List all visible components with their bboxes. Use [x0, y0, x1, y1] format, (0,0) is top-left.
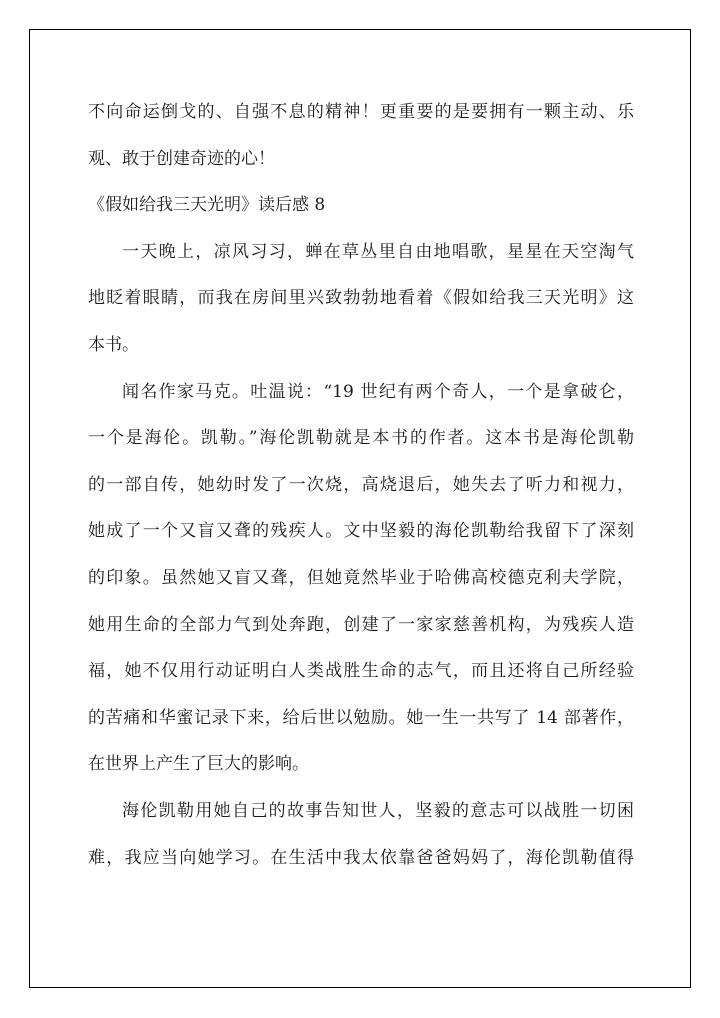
- text-line: 观、敢于创建奇迹的心！: [88, 148, 275, 169]
- text-line: 一个是海伦。凯勒。”海伦凯勒就是本书的作者。这本书是海伦凯勒: [88, 428, 634, 449]
- text-line: 海伦凯勒用她自己的故事告知世人，坚毅的意志可以战胜一切困: [122, 800, 634, 821]
- document-body: [88, 92, 634, 884]
- text-line: 闻名作家马克。吐温说：“19 世纪有两个奇人，一个是拿破仑，: [122, 381, 634, 402]
- text-line: 不向命运倒戈的、自强不息的精神！更重要的是要拥有一颗主动、乐: [88, 102, 634, 122]
- text-line: 的一部自传，她幼时发了一次烧，高烧退后，她失去了听力和视力，: [88, 474, 634, 495]
- text-line: 福，她不仅用行动证明白人类战胜生命的志气，而且还将自己所经验: [88, 661, 634, 682]
- text-line: 地眨着眼睛，而我在房间里兴致勃勃地看着《假如给我三天光明》这: [88, 288, 634, 309]
- text-line: 的印象。虽然她又盲又聋，但她竟然毕业于哈佛高校德克利夫学院，: [88, 567, 634, 588]
- text-line: 本书。: [88, 334, 139, 355]
- text-line: 在世界上产生了巨大的影响。: [88, 754, 309, 775]
- text-line: 她成了一个又盲又聋的残疾人。文中坚毅的海伦凯勒给我留下了深刻: [88, 521, 634, 542]
- text-line: 一天晚上，凉风习习，蝉在草丛里自由地唱歌，星星在天空淘气: [122, 241, 634, 262]
- section-heading: 《假如给我三天光明》读后感 8: [88, 195, 326, 216]
- text-line: 难，我应当向她学习。在生活中我太依靠爸爸妈妈了，海伦凯勒值得: [88, 847, 634, 868]
- text-line: 的苦痛和华蜜记录下来，给后世以勉励。她一生一共写了 14 部著作，: [88, 707, 634, 728]
- text-line: 她用生命的全部力气到处奔跑，创建了一家家慈善机构，为残疾人造: [88, 614, 634, 635]
